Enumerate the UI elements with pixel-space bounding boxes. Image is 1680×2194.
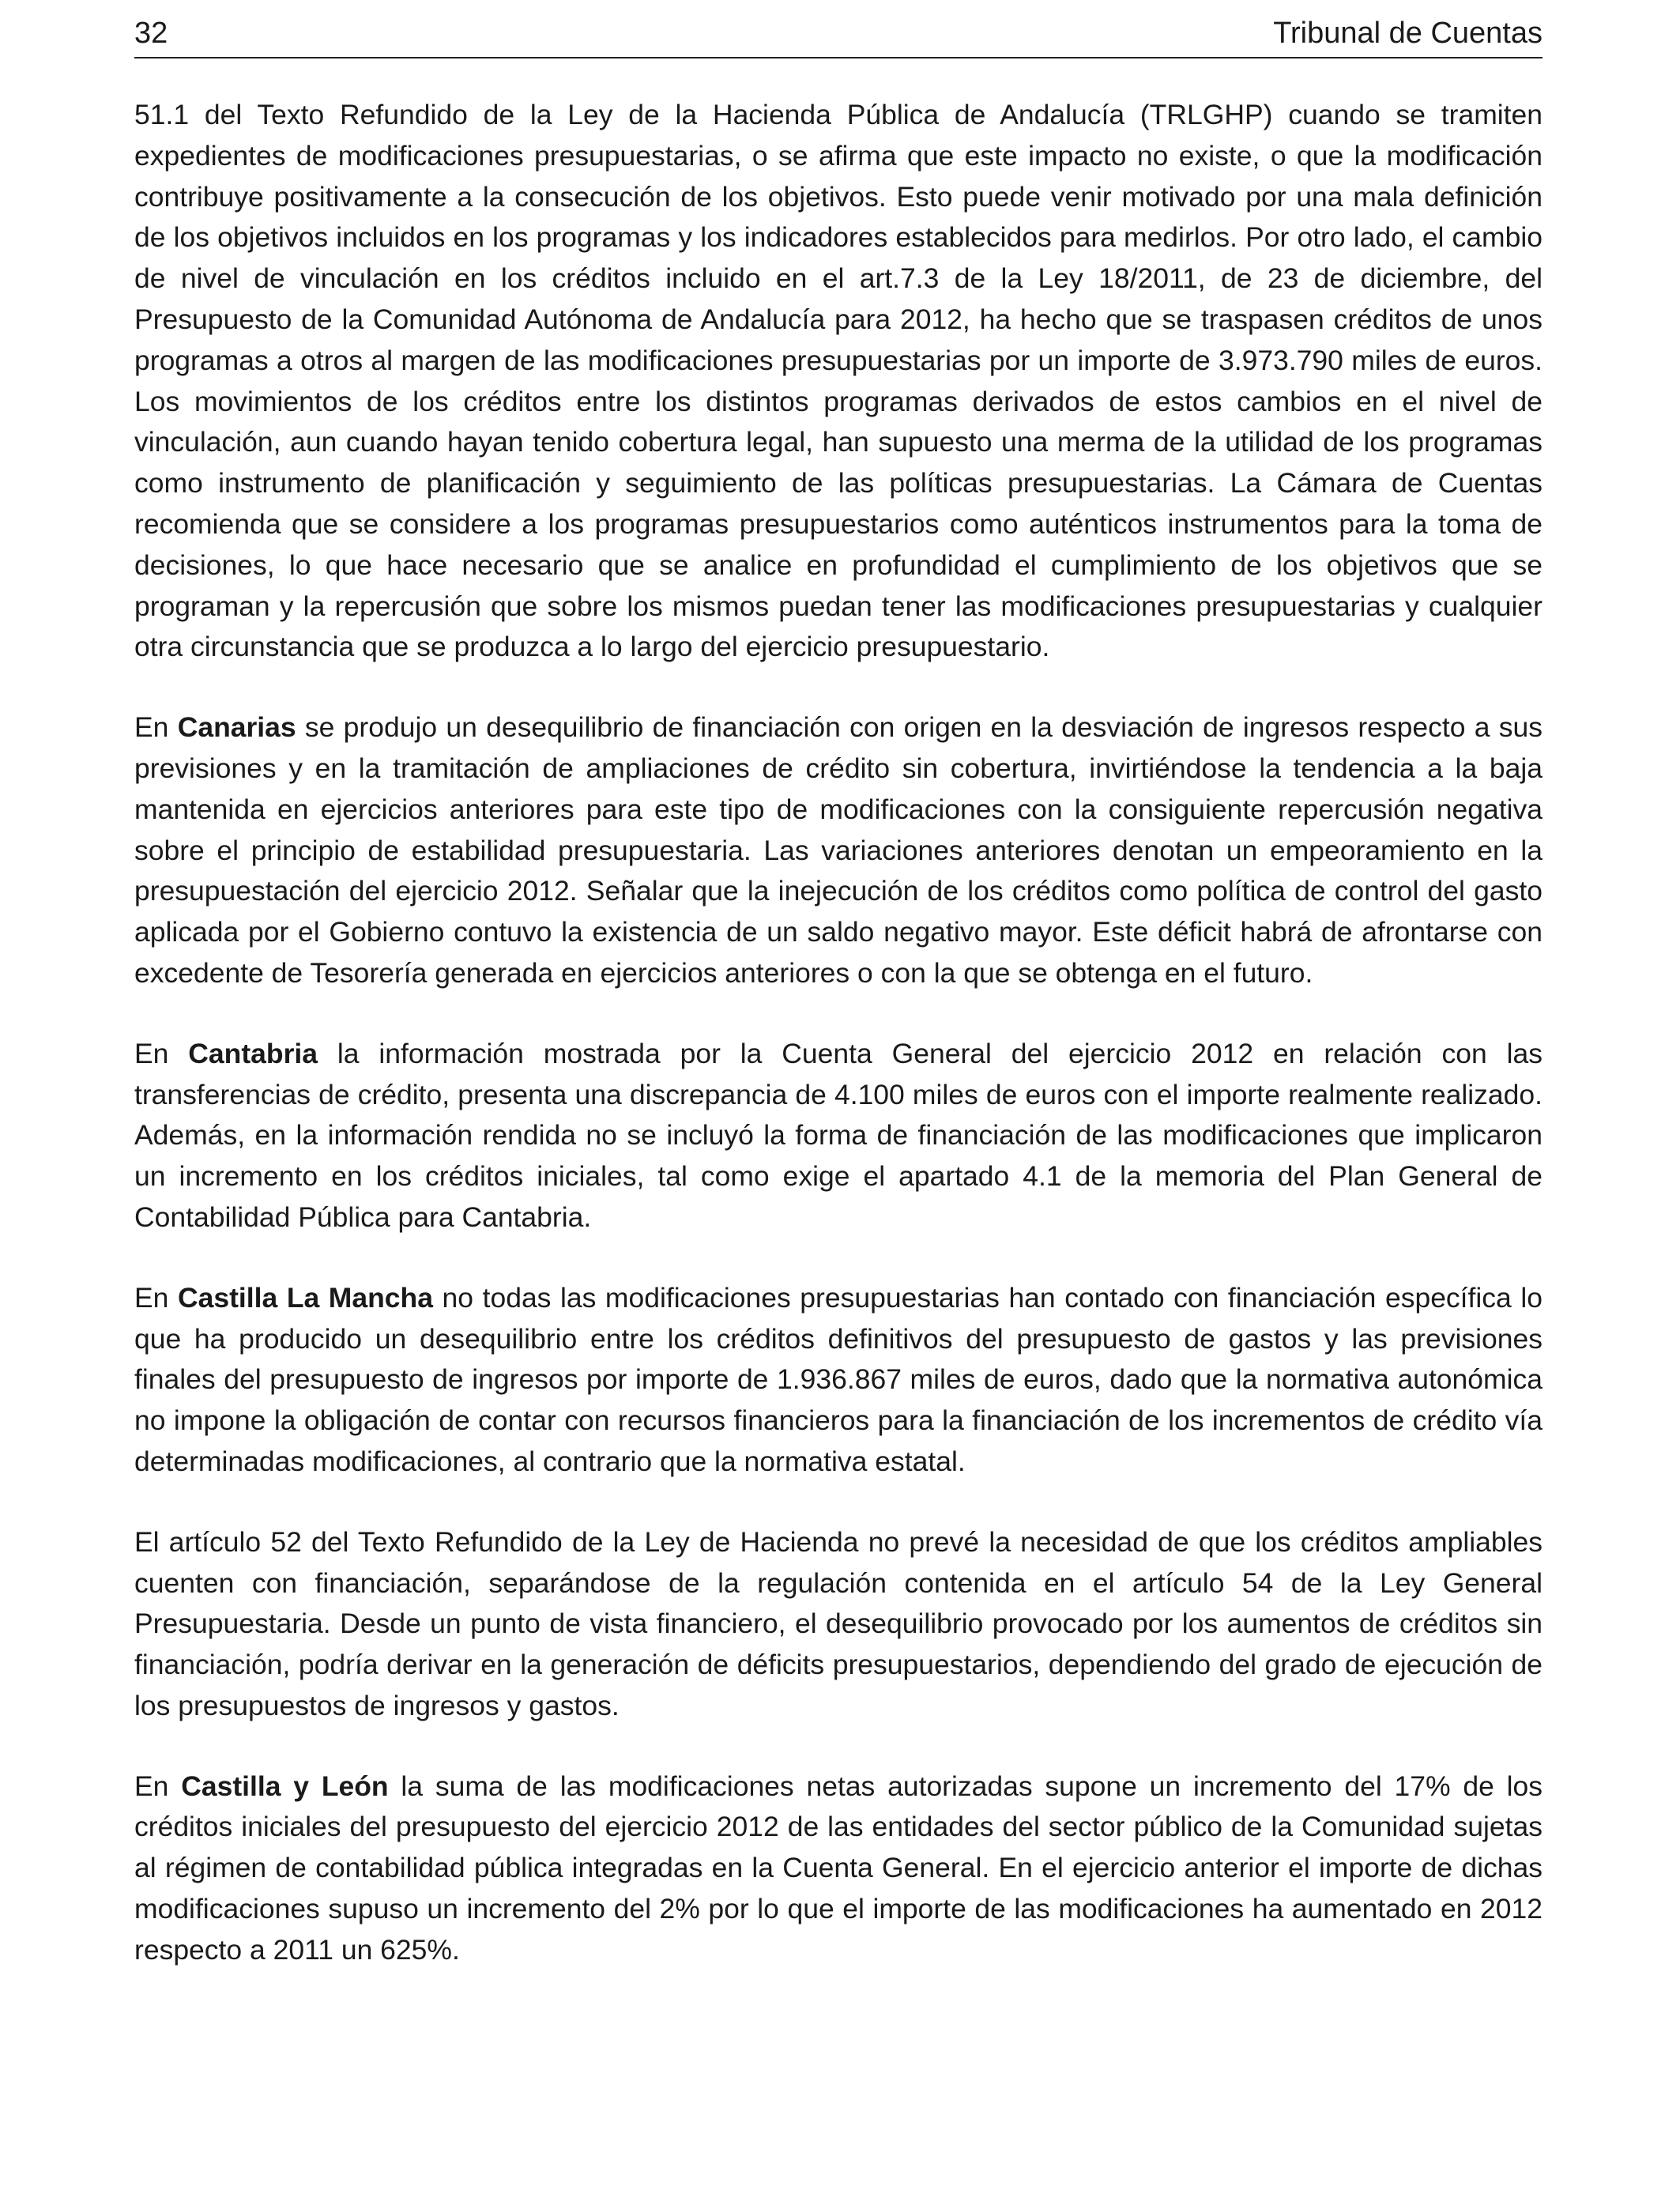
paragraph-text: la información mostrada por la Cuenta General del ejercicio 2012 en relación con las transferencias de crédito, presenta una discrepancia de 4.100 miles de euros con el importe realmente realizado. Además, en la información rendida no se incluyó la forma de financiación de las modificaciones que implicaron un incremento en los créditos iniciales, tal como exige el apartado 4.1 de la memoria del Plan General de Contabilidad Pública para Cantabria. — [134, 1037, 1543, 1233]
page-header — [134, 14, 1543, 58]
running-header-title: Tribunal de Cuentas — [1273, 17, 1543, 50]
paragraph-region: Castilla La Mancha — [177, 1281, 433, 1314]
paragraph-andalucia-continuation — [134, 95, 1543, 668]
paragraph-region: Canarias — [177, 711, 296, 744]
paragraph-region: Castilla y León — [181, 1770, 389, 1802]
paragraph-castilla-y-leon — [134, 1766, 1543, 1971]
paragraph-articulo-52 — [134, 1522, 1543, 1727]
paragraph-text: la suma de las modificaciones netas autorizadas supone un incremento del 17% de los créditos iniciales del presupuesto del ejercicio 2012 de las entidades del sector público de la Comunidad sujetas al régimen de contabilidad pública integradas en la Cuenta General. En el ejercicio anterior el importe de dichas modificaciones supuso un incremento del 2% por lo que el importe de las modificaciones ha aumentado en 2012 respecto a 2011 un 625%. — [134, 1770, 1543, 1966]
paragraph-lead: En — [134, 711, 178, 744]
paragraph-text: no todas las modificaciones presupuestarias han contado con financiación específica lo que ha producido un desequilibrio entre los créditos definitivos del presupuesto de gastos y las previsiones finales del presupuesto de ingresos por importe de 1.936.867 miles de euros, dado que la normativa autonómica no impone la obligación de contar con recursos financieros para la financiación de los incrementos de crédito vía determinadas modificaciones, al contrario que la normativa estatal. — [134, 1281, 1543, 1477]
paragraph-text: 51.1 del Texto Refundido de la Ley de la Hacienda Pública de Andalucía (TRLGHP) cuando se tramiten expedientes de modificaciones presupuestarias, o se afirma que este impacto no existe, o que la modificación contribuye positivamente a la consecución de los objetivos. Esto puede venir motivado por una mala definición de los objetivos incluidos en los programas y los indicadores establecidos para medirlos. Por otro lado, el cambio de nivel de vinculación en los créditos incluido en el art.7.3 de la Ley 18/2011, de 23 de diciembre, del Presupuesto de la Comunidad Autónoma de Andalucía para 2012, ha hecho que se traspasen créditos de unos programas a otros al margen de las modificaciones presupuestarias por un importe de 3.973.790 miles de euros. Los movimientos de los créditos entre los distintos programas derivados de estos cambios en el nivel de vinculación, aun cuando hayan tenido cobertura legal, han supuesto una merma de la utilidad de los programas como instrumento de planificación y seguimiento de las políticas presupuestarias. La Cámara de Cuentas recomienda que se considere a los programas presupuestarios como auténticos instrumentos para la toma de decisiones, lo que hace necesario que se analice en profundidad el cumplimiento de los objetivos que se programan y la repercusión que sobre los mismos puedan tener las modificaciones presupuestarias y cualquier otra circunstancia que se produzca a lo largo del ejercicio presupuestario. — [134, 99, 1543, 663]
paragraph-cantabria — [134, 1034, 1543, 1238]
paragraph-region: Cantabria — [188, 1037, 318, 1069]
paragraph-text: El artículo 52 del Texto Refundido de la Ley de Hacienda no prevé la necesidad de que los créditos ampliables cuenten con financiación, separándose de la regulación contenida en el artículo 54 de la Ley General Presupuestaria. Desde un punto de vista financiero, el desequilibrio provocado por los aumentos de créditos sin financiación, podría derivar en la generación de déficits presupuestarios, dependiendo del grado de ejecución de los presupuestos de ingresos y gastos. — [134, 1525, 1543, 1721]
paragraph-lead: En — [134, 1037, 189, 1069]
page-number: 32 — [134, 17, 168, 50]
paragraph-text: se produjo un desequilibrio de financiación con origen en la desviación de ingresos respecto a sus previsiones y en la tramitación de ampliaciones de crédito sin cobertura, invirtiéndose la tendencia a la baja mantenida en ejercicios anteriores para este tipo de modificaciones con la consiguiente repercusión negativa sobre el principio de estabilidad presupuestaria. Las variaciones anteriores denotan un empeoramiento en la presupuestación del ejercicio 2012. Señalar que la inejecución de los créditos como política de control del gasto aplicada por el Gobierno contuvo la existencia de un saldo negativo mayor. Este déficit habrá de afrontarse con excedente de Tesorería generada en ejercicios anteriores o con la que se obtenga en el futuro. — [134, 711, 1543, 989]
paragraph-lead: En — [134, 1281, 178, 1314]
paragraph-canarias — [134, 707, 1543, 994]
paragraph-lead: En — [134, 1770, 182, 1802]
paragraph-castilla-la-mancha — [134, 1278, 1543, 1483]
document-body — [134, 95, 1543, 2011]
